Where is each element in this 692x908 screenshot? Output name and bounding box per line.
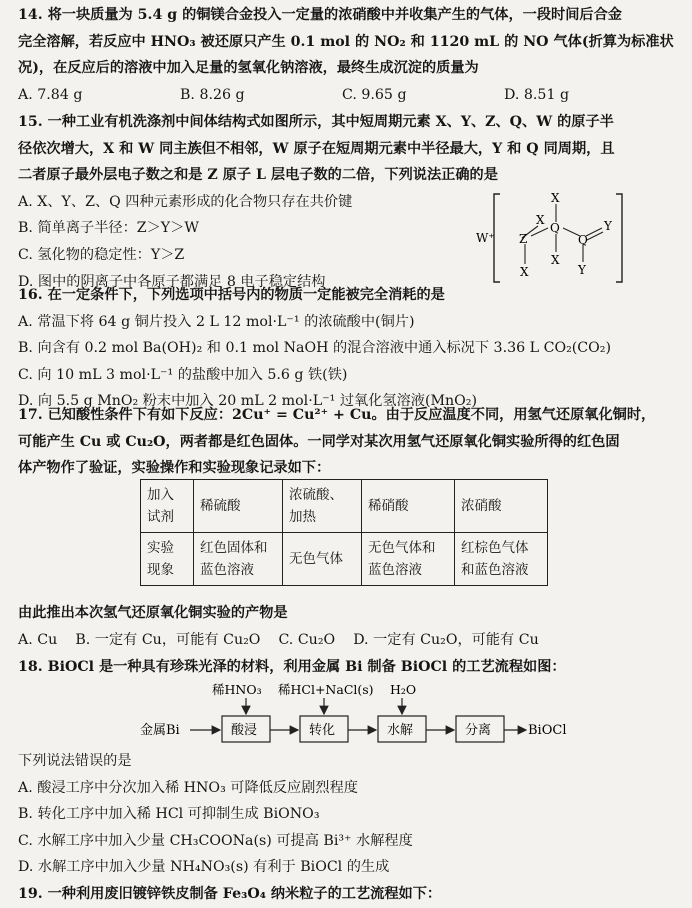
flow-step-label: 酸浸 [231,723,258,738]
q14-option-a[interactable]: A. 7.84 g [18,86,83,103]
q16-option-c[interactable]: C. 向 10 mL 3 mol·L⁻¹ 的盐酸中加入 5.6 g 铁(铁) [18,366,348,383]
q17-experiment-table [140,479,548,586]
atom-q2: Q [578,233,588,247]
q16-line-1: 16. 在一定条件下，下列选项中括号内的物质一定能被完全消耗的是 [18,287,445,303]
atom-x3: X [536,213,545,227]
q14-line-1: 14. 将一块质量为 5.4 g 的铜镁合金投入一定量的浓硝酸中并收集产生的气体，一段时间后合金 [18,7,622,23]
atom-x4: X [520,265,529,279]
question-18 [18,654,682,681]
flow-step-label: 转化 [309,723,336,738]
q18-prompt: 下列说法错误的是 [18,753,132,769]
q16-option-d[interactable]: D. 向 5.5 g MnO₂ 粉末中加入 20 mL 2 mol·L⁻¹ 过氧化氢溶液(MnO₂) [18,393,478,410]
question-17-conclusion [18,600,682,653]
flow-end-label: BiOCl [528,723,567,738]
q15-line-3: 二者原子最外层电子数之和是 Z 原子 L 层电子数的二倍，下列说法正确的是 [18,167,498,184]
atom-x1: X [551,191,560,205]
q14-option-d[interactable]: D. 8.51 g [504,86,570,103]
flow-input-label: H₂O [390,682,417,697]
phenomenon-cell: 红棕色气体和蓝色溶液 [455,533,548,586]
flow-input-label: 稀HNO₃ [212,682,262,697]
q18-line-1: 18. BiOCl 是一种具有珍珠光泽的材料，利用金属 Bi 制备 BiOCl 的工艺流程如图： [18,659,566,675]
q17-line-1: 17. 已知酸性条件下有如下反应：2Cu⁺ = Cu²⁺ + Cu。由于反应温度不同，用氢气还原氧化铜时， [18,407,656,423]
q15-line-2: 径依次增大，X 和 W 同主族但不相邻，W 原子在短周期元素中半径最大，Y 和 Q 同周期，且 [18,140,615,157]
q17-line-3: 体产物作了验证，实验操作和实验现象记录如下： [18,460,331,477]
q14-line-2: 完全溶解，若反应中 HNO₃ 被还原只产生 0.1 mol 的 NO₂ 和 1120 mL 的 NO 气体(折算为标准状 [18,33,674,50]
q17-option-c[interactable]: C. Cu₂O [278,631,336,648]
atom-y2: Y [578,263,586,277]
q15-structure-diagram [478,186,638,290]
q14-line-3: 况)，在反应后的溶液中加入足量的氢氧化钠溶液，最终生成沉淀的质量为 [18,60,479,77]
phenomenon-cell: 红色固体和蓝色溶液 [194,533,283,586]
phenomenon-cell: 无色气体 [283,533,362,586]
reagent-cell: 稀硝酸 [362,480,455,533]
q17-option-d[interactable]: D. 一定有 Cu₂O，可能有 Cu [353,631,539,648]
q19-line-1: 19. 一种利用废旧镀锌铁皮制备 Fe₃O₄ 纳米粒子的工艺流程如下： [18,885,442,902]
question-16 [18,282,682,415]
question-14 [18,2,682,108]
atom-x2: X [551,253,560,267]
flow-input-label: 稀HCl+NaCl(s) [278,682,374,697]
q18-option-c[interactable]: C. 水解工序中加入少量 CH₃COONa(s) 可提高 Bi³⁺ 水解程度 [18,832,413,849]
q18-option-a[interactable]: A. 酸浸工序中分次加入稀 HNO₃ 可降低反应剧烈程度 [18,779,358,796]
q15-option-c[interactable]: C. 氢化物的稳定性：Y＞Z [18,246,185,263]
q14-option-c[interactable]: C. 9.65 g [342,86,407,103]
question-18-options [18,748,682,908]
q15-option-d[interactable]: D. 图中的阴离子中各原子都满足 8 电子稳定结构 [18,273,326,290]
flow-step-label: 水解 [387,723,414,738]
q16-option-a[interactable]: A. 常温下将 64 g 铜片投入 2 L 12 mol·L⁻¹ 的浓硫酸中(铜片) [18,313,415,330]
q15-option-b[interactable]: B. 简单离子半径：Z＞Y＞W [18,220,199,237]
q18-option-b[interactable]: B. 转化工序中加入稀 HCl 可抑制生成 BiONO₃ [18,806,320,823]
q14-option-b[interactable]: B. 8.26 g [180,86,245,103]
q15-option-a[interactable]: A. X、Y、Z、Q 四种元素形成的化合物只存在共价键 [18,193,353,210]
reagent-cell: 稀硫酸 [194,480,283,533]
table-row [141,480,548,533]
q14-options [18,82,682,109]
reagent-cell: 浓硫酸、加热 [283,480,362,533]
phenomenon-cell: 无色气体和蓝色溶液 [362,533,455,586]
question-17 [18,402,682,482]
q17-option-a[interactable]: A. Cu [18,631,58,648]
reagent-cell: 浓硝酸 [455,480,548,533]
q17-line-2: 可能产生 Cu 或 Cu₂O，两者都是红色固体。一同学对某次用氢气还原氧化铜实验所得的红色固 [18,433,620,450]
q15-line-1: 15. 一种工业有机洗涤剂中间体结构式如图所示，其中短周期元素 X、Y、Z、Q、W 的原子半 [18,114,614,130]
atom-y1: Y [604,219,612,233]
atom-w: W⁺ [476,231,495,245]
atom-z: Z [519,232,528,246]
q18-process-flow-diagram [140,680,567,748]
row-header-phenomenon: 实验现象 [141,533,194,586]
q16-option-b[interactable]: B. 向含有 0.2 mol Ba(OH)₂ 和 0.1 mol NaOH 的混合溶液中通入标况下 3.36 L CO₂(CO₂) [18,340,612,357]
atom-q1: Q [550,221,560,235]
flow-step-label: 分离 [465,723,492,738]
q17-option-b[interactable]: B. 一定有 Cu，可能有 Cu₂O [75,631,261,648]
row-header-reagent: 加入试剂 [141,480,194,533]
q18-option-d[interactable]: D. 水解工序中加入少量 NH₄NO₃(s) 有利于 BiOCl 的生成 [18,859,390,876]
q17-conclusion: 由此推出本次氢气还原氧化铜实验的产物是 [18,605,288,621]
table-row [141,533,548,586]
flow-start-label: 金属Bi [140,723,180,738]
q17-options [18,627,682,654]
